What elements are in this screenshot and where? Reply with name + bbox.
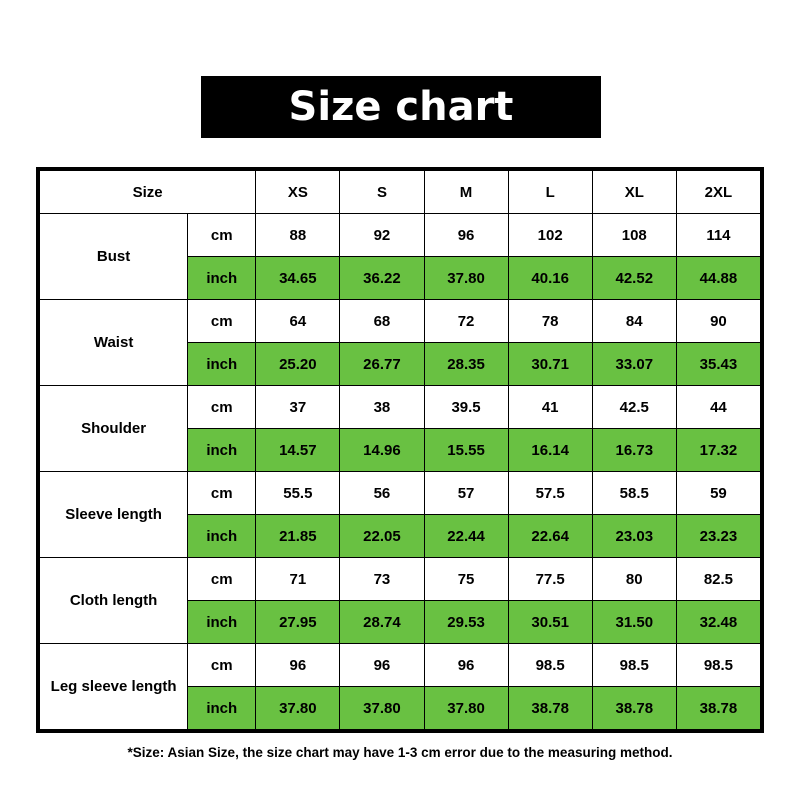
- cell-value: 23.23: [676, 515, 760, 558]
- row-label-waist: Waist: [40, 300, 188, 386]
- cell-value: 37: [256, 386, 340, 429]
- cell-value: 98.5: [508, 644, 592, 687]
- cell-value: 33.07: [592, 343, 676, 386]
- header-size-s: S: [340, 171, 424, 214]
- cell-value: 30.51: [508, 601, 592, 644]
- cell-value: 80: [592, 558, 676, 601]
- unit-inch: inch: [188, 343, 256, 386]
- table-row: [40, 644, 761, 687]
- cell-value: 32.48: [676, 601, 760, 644]
- cell-value: 38.78: [676, 687, 760, 730]
- unit-cm: cm: [188, 214, 256, 257]
- unit-cm: cm: [188, 558, 256, 601]
- cell-value: 98.5: [676, 644, 760, 687]
- cell-value: 96: [424, 644, 508, 687]
- cell-value: 55.5: [256, 472, 340, 515]
- cell-value: 39.5: [424, 386, 508, 429]
- header-size-2xl: 2XL: [676, 171, 760, 214]
- cell-value: 96: [340, 644, 424, 687]
- cell-value: 27.95: [256, 601, 340, 644]
- cell-value: 44: [676, 386, 760, 429]
- cell-value: 96: [424, 214, 508, 257]
- unit-inch: inch: [188, 515, 256, 558]
- cell-value: 92: [340, 214, 424, 257]
- cell-value: 56: [340, 472, 424, 515]
- header-size-label: Size: [40, 171, 256, 214]
- cell-value: 114: [676, 214, 760, 257]
- cell-value: 26.77: [340, 343, 424, 386]
- table-row: [40, 214, 761, 257]
- page-title: Size chart: [288, 84, 514, 130]
- cell-value: 64: [256, 300, 340, 343]
- cell-value: 34.65: [256, 257, 340, 300]
- cell-value: 82.5: [676, 558, 760, 601]
- title-banner: [201, 76, 601, 138]
- cell-value: 22.05: [340, 515, 424, 558]
- cell-value: 59: [676, 472, 760, 515]
- cell-value: 108: [592, 214, 676, 257]
- table-header-row: [40, 171, 761, 214]
- cell-value: 98.5: [592, 644, 676, 687]
- cell-value: 22.64: [508, 515, 592, 558]
- cell-value: 37.80: [424, 687, 508, 730]
- cell-value: 102: [508, 214, 592, 257]
- cell-value: 38.78: [592, 687, 676, 730]
- size-table-container: [36, 167, 764, 733]
- cell-value: 15.55: [424, 429, 508, 472]
- cell-value: 44.88: [676, 257, 760, 300]
- size-table: [39, 170, 761, 730]
- row-label-cloth-length: Cloth length: [40, 558, 188, 644]
- cell-value: 88: [256, 214, 340, 257]
- cell-value: 68: [340, 300, 424, 343]
- cell-value: 37.80: [340, 687, 424, 730]
- row-label-leg-sleeve-length: Leg sleeve length: [40, 644, 188, 730]
- cell-value: 73: [340, 558, 424, 601]
- table-row: [40, 386, 761, 429]
- cell-value: 14.57: [256, 429, 340, 472]
- cell-value: 42.52: [592, 257, 676, 300]
- unit-cm: cm: [188, 300, 256, 343]
- cell-value: 36.22: [340, 257, 424, 300]
- cell-value: 38: [340, 386, 424, 429]
- cell-value: 25.20: [256, 343, 340, 386]
- unit-inch: inch: [188, 687, 256, 730]
- cell-value: 96: [256, 644, 340, 687]
- cell-value: 71: [256, 558, 340, 601]
- unit-cm: cm: [188, 644, 256, 687]
- cell-value: 35.43: [676, 343, 760, 386]
- header-size-xs: XS: [256, 171, 340, 214]
- cell-value: 16.73: [592, 429, 676, 472]
- cell-value: 28.74: [340, 601, 424, 644]
- cell-value: 77.5: [508, 558, 592, 601]
- table-row: [40, 300, 761, 343]
- cell-value: 57: [424, 472, 508, 515]
- cell-value: 75: [424, 558, 508, 601]
- cell-value: 37.80: [424, 257, 508, 300]
- unit-inch: inch: [188, 601, 256, 644]
- cell-value: 57.5: [508, 472, 592, 515]
- row-label-sleeve-length: Sleeve length: [40, 472, 188, 558]
- cell-value: 58.5: [592, 472, 676, 515]
- unit-inch: inch: [188, 257, 256, 300]
- cell-value: 84: [592, 300, 676, 343]
- header-size-m: M: [424, 171, 508, 214]
- cell-value: 28.35: [424, 343, 508, 386]
- unit-cm: cm: [188, 472, 256, 515]
- cell-value: 29.53: [424, 601, 508, 644]
- row-label-shoulder: Shoulder: [40, 386, 188, 472]
- cell-value: 78: [508, 300, 592, 343]
- header-size-l: L: [508, 171, 592, 214]
- cell-value: 30.71: [508, 343, 592, 386]
- cell-value: 17.32: [676, 429, 760, 472]
- cell-value: 40.16: [508, 257, 592, 300]
- cell-value: 37.80: [256, 687, 340, 730]
- cell-value: 22.44: [424, 515, 508, 558]
- row-label-bust: Bust: [40, 214, 188, 300]
- cell-value: 21.85: [256, 515, 340, 558]
- header-size-xl: XL: [592, 171, 676, 214]
- cell-value: 72: [424, 300, 508, 343]
- cell-value: 23.03: [592, 515, 676, 558]
- cell-value: 41: [508, 386, 592, 429]
- cell-value: 16.14: [508, 429, 592, 472]
- table-row: [40, 472, 761, 515]
- cell-value: 14.96: [340, 429, 424, 472]
- unit-inch: inch: [188, 429, 256, 472]
- table-row: [40, 558, 761, 601]
- footnote: *Size: Asian Size, the size chart may have 1-3 cm error due to the measuring method.: [127, 745, 673, 760]
- unit-cm: cm: [188, 386, 256, 429]
- cell-value: 42.5: [592, 386, 676, 429]
- cell-value: 31.50: [592, 601, 676, 644]
- cell-value: 90: [676, 300, 760, 343]
- cell-value: 38.78: [508, 687, 592, 730]
